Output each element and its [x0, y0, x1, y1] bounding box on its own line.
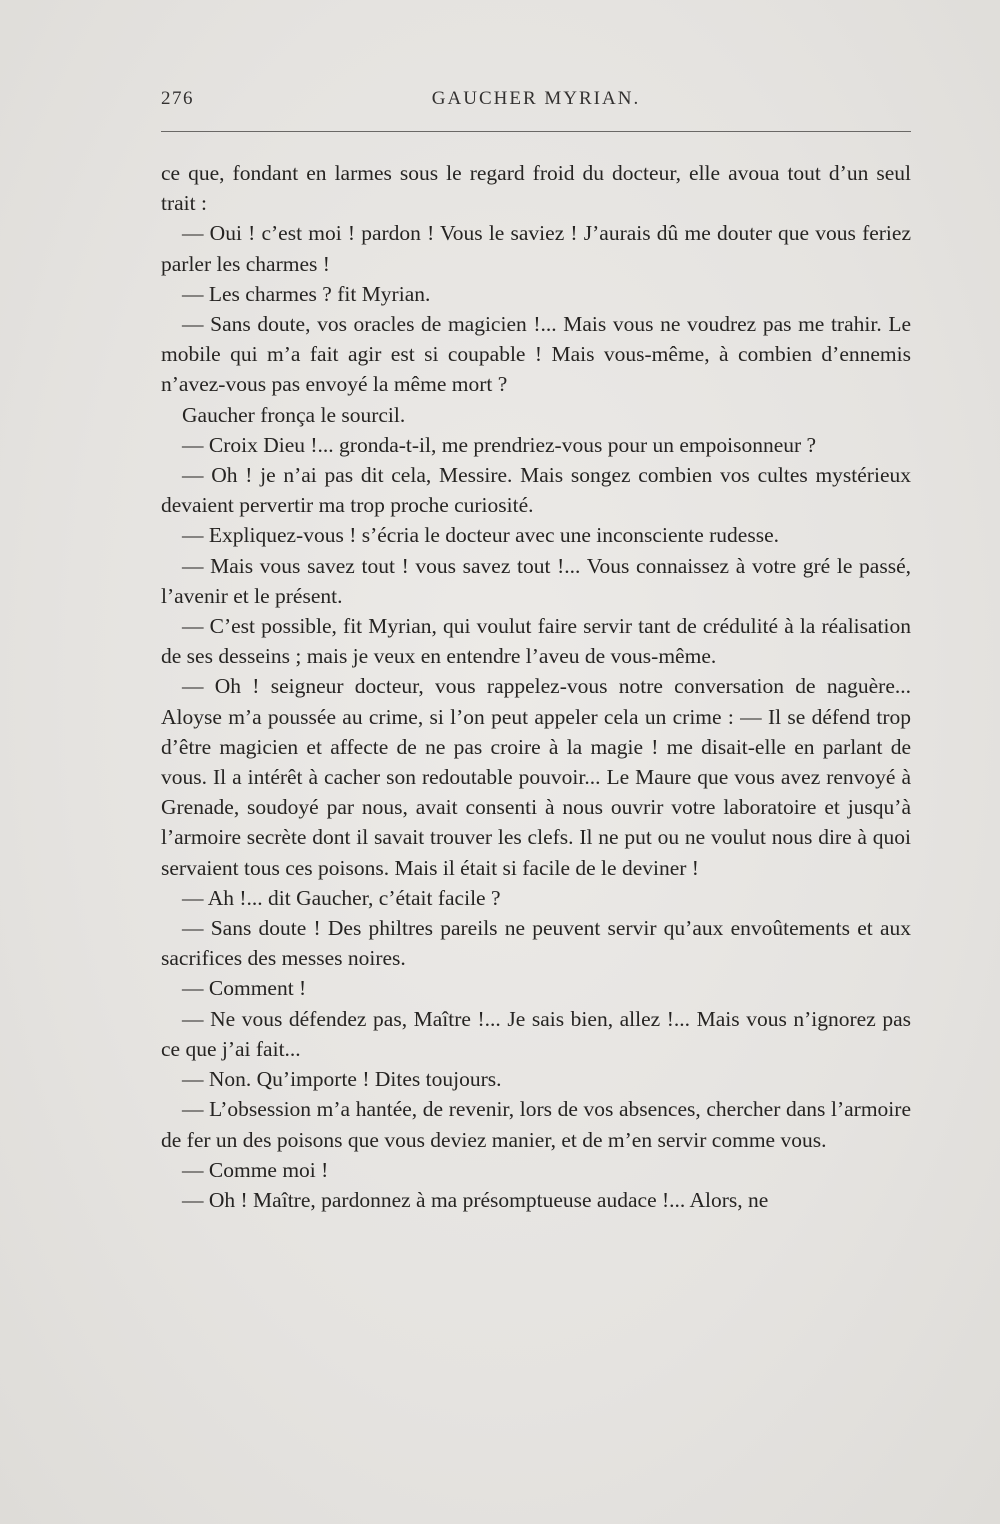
- paragraph: — Oh ! seigneur docteur, vous rappelez-vous notre conversation de naguère... Aloyse m’a poussée au crime, si l’on peut appeler cela un crime : — Il se défend trop d’être magicien et affecte de ne pas croire à la magie ! me disait-elle en parlant de vous. Il a intérêt à cacher son redoutable pouvoir... Le Maure que vous avez renvoyé à Grenade, soudoyé par nous, avait consenti à nous ouvrir votre laboratoire et jusqu’à l’armoire secrète dont il savait trouver les clefs. Il ne put ou ne voulut nous dire à quoi servaient tous ces poisons. Mais il était si facile de le deviner !: [161, 674, 911, 880]
- paragraph: — C’est possible, fit Myrian, qui voulut faire servir tant de crédulité à la réalisation de ses desseins ; mais je veux en entendre l’aveu de vous-même.: [161, 614, 911, 669]
- running-title: GAUCHER MYRIAN.: [431, 88, 641, 109]
- paragraph: — Sans doute ! Des philtres pareils ne peuvent servir qu’aux envoûtements et aux sacrifices des messes noires.: [161, 916, 911, 971]
- header-rule: [161, 131, 911, 132]
- paragraph: — Oh ! Maître, pardonnez à ma présomptueuse audace !... Alors, ne: [182, 1187, 769, 1212]
- paragraph: — Ah !... dit Gaucher, c’était facile ?: [182, 885, 501, 910]
- body-text: [161, 158, 911, 1215]
- paragraph: Gaucher fronça le sourcil.: [182, 402, 406, 427]
- paragraph: — Comment !: [182, 976, 307, 1001]
- paragraph: — Oh ! je n’ai pas dit cela, Messire. Mais songez combien vos cultes mystérieux devaient pervertir ma trop proche curiosité.: [161, 463, 911, 518]
- paragraph: — Comme moi !: [182, 1157, 329, 1182]
- paragraph: — Sans doute, vos oracles de magicien !... Mais vous ne voudrez pas me trahir. Le mobile qui m’a fait agir est si coupable ! Mais vous-même, à combien d’ennemis n’avez-vous pas envoyé la même mort ?: [161, 312, 911, 397]
- paragraph: — Expliquez-vous ! s’écria le docteur avec une inconsciente rudesse.: [182, 523, 779, 548]
- paragraph: — Ne vous défendez pas, Maître !... Je sais bien, allez !... Mais vous n’ignorez pas ce que j’ai fait...: [161, 1006, 911, 1061]
- running-head: [161, 88, 911, 114]
- page-number: 276: [161, 88, 194, 109]
- paragraph: ce que, fondant en larmes sous le regard froid du docteur, elle avoua tout d’un seul trait :: [161, 161, 911, 216]
- paragraph: — Les charmes ? fit Myrian.: [182, 281, 431, 306]
- paragraph: — L’obsession m’a hantée, de revenir, lors de vos absences, chercher dans l’armoire de fer un des poisons que vous deviez manier, et de m’en servir comme vous.: [161, 1097, 911, 1152]
- paragraph: — Croix Dieu !... gronda-t-il, me prendriez-vous pour un empoisonneur ?: [182, 432, 817, 457]
- paragraph: — Mais vous savez tout ! vous savez tout !... Vous connaissez à votre gré le passé, l’avenir et le présent.: [161, 553, 911, 608]
- paragraph: — Non. Qu’importe ! Dites toujours.: [182, 1067, 502, 1092]
- paragraph: — Oui ! c’est moi ! pardon ! Vous le saviez ! J’aurais dû me douter que vous feriez parler les charmes !: [161, 221, 911, 276]
